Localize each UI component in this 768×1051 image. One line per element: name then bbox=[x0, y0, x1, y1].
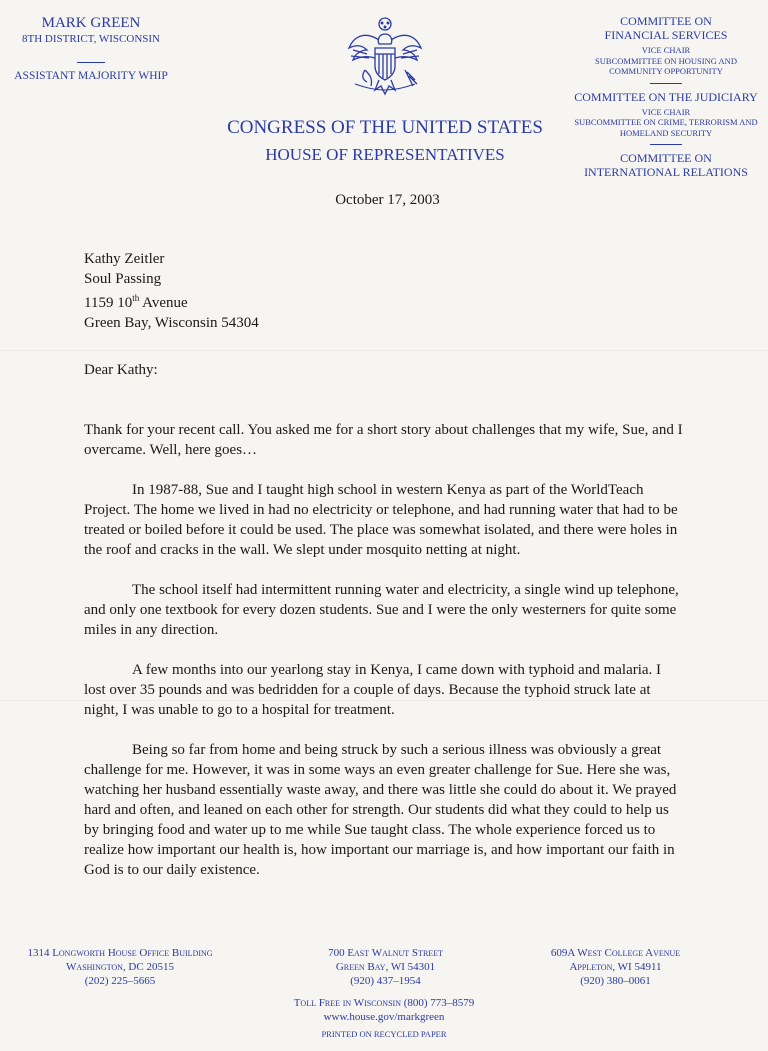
recipient-city: Green Bay, Wisconsin 54304 bbox=[84, 314, 259, 331]
recipient-street bbox=[84, 289, 259, 314]
paragraph: Being so far from home and being struck by such a serious illness was obviously a great challenge for me. However, it was in some ways an even greater challenge for Sue. Here she was, watching her husband essentially waste away, and there was little she could do about it. We prayed hard and often, and leaned on each other for strength. Our students did what they could to help us by bringing food and water up to me while Sue taught class. The whole experience forced us to realize how important our health is, how important our marriage is, and how important our faith in God is to our daily existence. bbox=[84, 742, 677, 878]
street-ordinal: th bbox=[132, 293, 140, 303]
committee-judiciary: COMMITTEE ON THE JUDICIARY bbox=[574, 89, 758, 104]
judiciary-vice-chair: VICE CHAIR bbox=[641, 106, 691, 117]
footer bbox=[234, 996, 534, 1040]
office-dc-city: Washington, DC 20515 bbox=[66, 961, 174, 973]
eagle-seal-icon bbox=[345, 14, 425, 100]
financial-subcommittee-line1: SUBCOMMITTEE ON HOUSING AND bbox=[595, 55, 737, 66]
committee-intl-line2: INTERNATIONAL RELATIONS bbox=[584, 165, 748, 179]
divider bbox=[650, 83, 682, 84]
paragraph: The school itself had intermittent running water and electricity, a single wind up telephone, and only one textbook for every dozen students. Sue and I were the only westerners for quite some miles in any direction. bbox=[84, 582, 679, 638]
paper-fold bbox=[0, 350, 768, 351]
recycled-notice: PRINTED ON RECYCLED PAPER bbox=[321, 1029, 447, 1039]
committee-intl-line1: COMMITTEE ON bbox=[620, 151, 712, 165]
office-greenbay bbox=[298, 946, 473, 988]
street-name: Avenue bbox=[139, 295, 188, 311]
financial-subcommittee-line2: COMMUNITY OPPORTUNITY bbox=[609, 66, 723, 76]
member-title: ASSISTANT MAJORITY WHIP bbox=[14, 70, 168, 82]
office-dc bbox=[0, 946, 240, 988]
office-appleton-street: 609A West College Avenue bbox=[550, 947, 681, 959]
office-greenbay-city: Green Bay, WI 54301 bbox=[335, 961, 436, 973]
member-name: MARK GREEN bbox=[41, 15, 141, 31]
recipient-org: Soul Passing bbox=[84, 270, 162, 287]
member-block bbox=[6, 14, 176, 83]
letter-body bbox=[84, 420, 684, 900]
committees-block bbox=[566, 14, 766, 179]
paragraph: In 1987-88, Sue and I taught high school in western Kenya as part of the WorldTeach Project. The home we lived in had no electricity or telephone, and had running water that had to be treated or boiled before it could be used. The place was somewhat isolated, and there were holes in the roof and cracks in the wall. We slept under mosquito netting at night. bbox=[84, 482, 678, 558]
salutation: Dear Kathy: bbox=[84, 362, 158, 378]
congress-title-block bbox=[200, 116, 570, 166]
judiciary-subcommittee-line2: HOMELAND SECURITY bbox=[619, 127, 713, 138]
letter-date: October 17, 2003 bbox=[335, 192, 440, 208]
office-appleton-phone: (920) 380–0061 bbox=[580, 975, 651, 987]
office-dc-phone: (202) 225–5665 bbox=[84, 975, 156, 987]
divider bbox=[650, 144, 682, 145]
congress-title: CONGRESS OF THE UNITED STATES bbox=[227, 117, 543, 138]
street-number: 1159 10 bbox=[84, 295, 133, 311]
divider bbox=[77, 62, 105, 63]
office-appleton bbox=[528, 946, 703, 988]
office-appleton-city: Appleton, WI 54911 bbox=[569, 961, 662, 973]
judiciary-subcommittee-line1: SUBCOMMITTEE ON CRIME, TERRORISM AND bbox=[574, 117, 758, 127]
member-district: 8TH DISTRICT, WISCONSIN bbox=[21, 33, 160, 45]
office-greenbay-phone: (920) 437–1954 bbox=[350, 975, 421, 987]
office-greenbay-street: 700 East Walnut Street bbox=[328, 947, 443, 959]
website-link[interactable]: www.house.gov/markgreen bbox=[323, 1011, 445, 1023]
recipient-name: Kathy Zeitler bbox=[84, 251, 165, 267]
financial-vice-chair: VICE CHAIR bbox=[641, 45, 691, 55]
office-dc-street: 1314 Longworth House Office Building bbox=[27, 947, 213, 959]
recipient-address bbox=[84, 250, 259, 333]
paragraph: A few months into our yearlong stay in Kenya, I came down with typhoid and malaria. I lost over 35 pounds and was bedridden for a couple of days. Because the typhoid struck late at night, I was unable to go to a hospital for treatment. bbox=[84, 662, 662, 718]
toll-free: Toll Free in Wisconsin (800) 773–8579 bbox=[293, 997, 475, 1009]
committee-financial-line2: FINANCIAL SERVICES bbox=[604, 28, 728, 42]
house-title: HOUSE OF REPRESENTATIVES bbox=[265, 145, 505, 164]
committee-financial-line1: COMMITTEE ON bbox=[620, 14, 712, 28]
paragraph: Thank for your recent call. You asked me for a short story about challenges that my wife, Sue, and I overcame. Well, here goes… bbox=[84, 422, 683, 458]
